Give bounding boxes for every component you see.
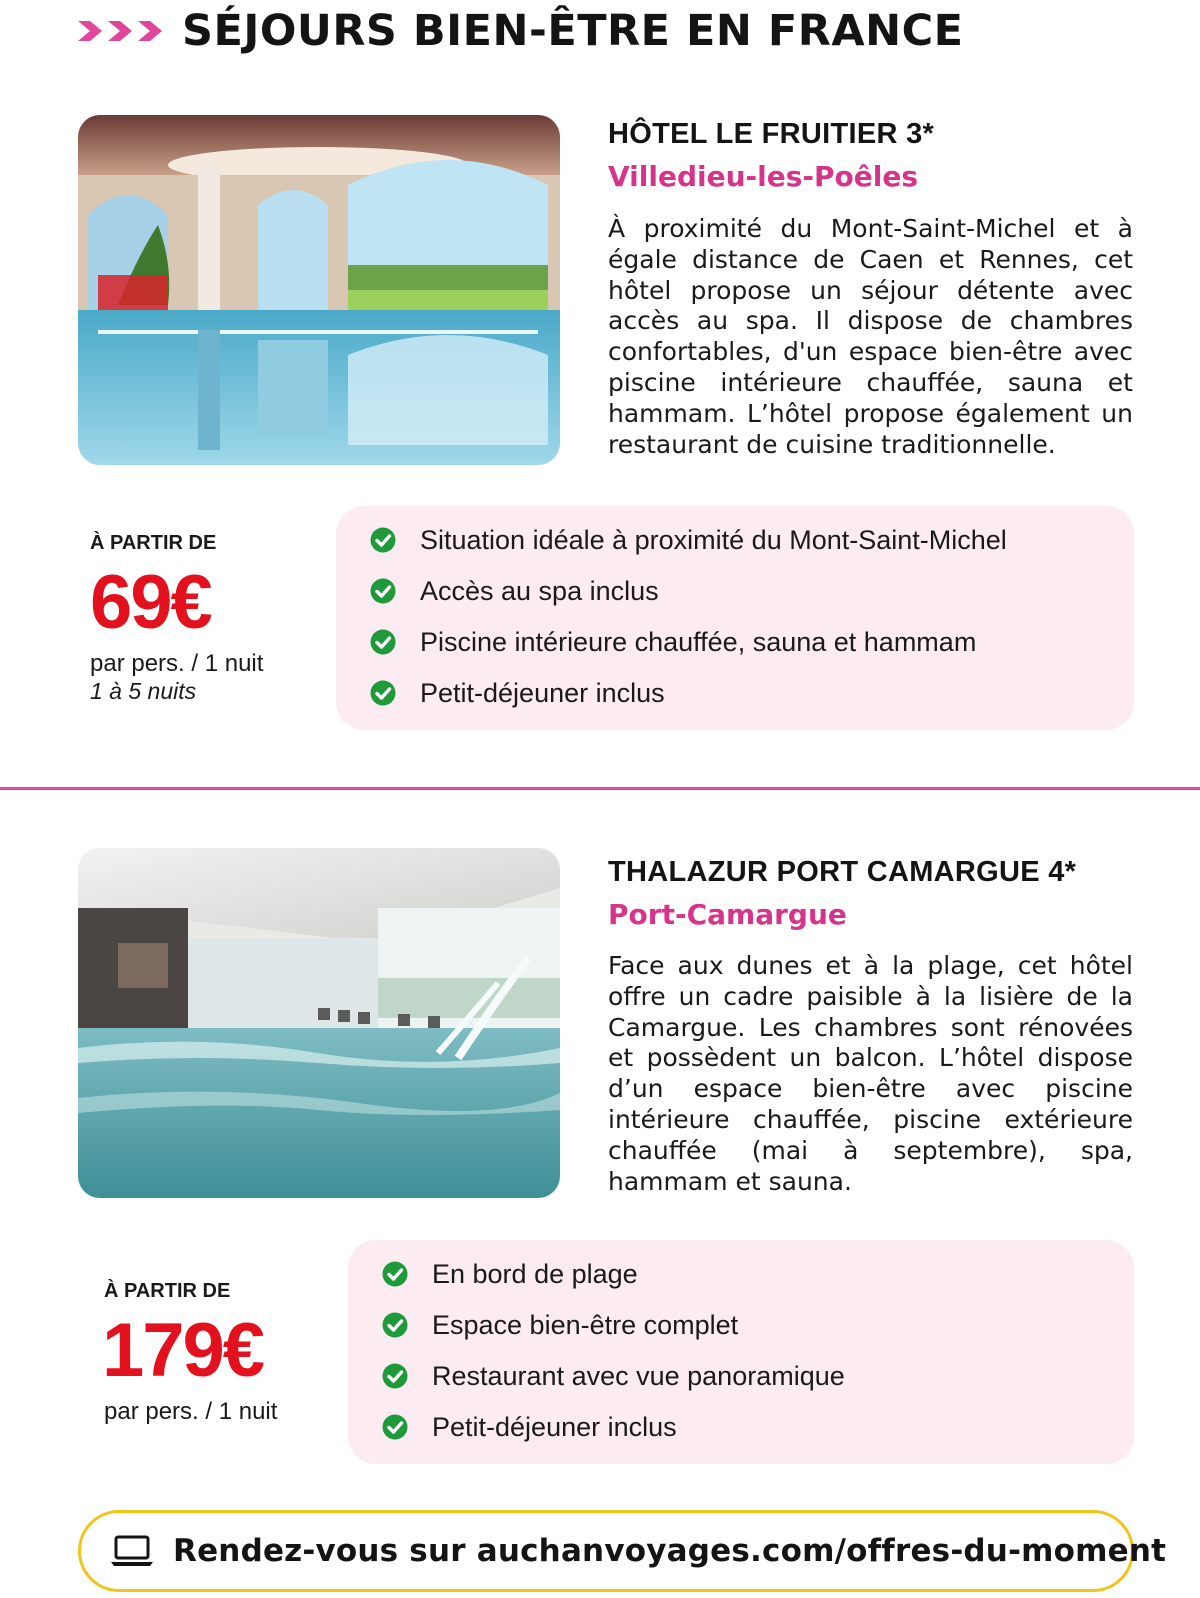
check-icon [382, 1312, 408, 1338]
hotel-description: À proximité du Mont-Saint-Michel et à égale distance de Caen et Rennes, cet hôtel propose un séjour détente avec accès au spa. Il dispose de chambres confortables, d'un espace bien-être avec piscine intérieure chauffée, sauna et hammam. L’hôtel propose également un restaurant de cuisine traditionnelle. [608, 214, 1133, 459]
price-label: À PARTIR DE [104, 1280, 231, 1302]
check-icon [370, 629, 396, 655]
feature-text: Petit-déjeuner inclus [432, 1411, 677, 1442]
feature-text: Situation idéale à proximité du Mont-Saint-Michel [420, 524, 1007, 555]
hotel-fruitier-photo [78, 115, 560, 465]
feature-item [370, 675, 665, 711]
website-cta[interactable] [78, 1510, 1167, 1592]
feature-item [382, 1358, 845, 1394]
check-icon [370, 578, 396, 604]
cta-text[interactable]: Rendez-vous sur auchanvoyages.com/offres-du-moment [173, 1533, 1167, 1569]
hotel-name: HÔTEL LE FRUITIER 3* [608, 118, 935, 150]
check-icon [382, 1414, 408, 1440]
hotel-city: Villedieu-les-Poêles [608, 160, 919, 193]
hotel-city: Port-Camargue [608, 898, 847, 931]
page-title: SÉJOURS BIEN-ÊTRE EN FRANCE [182, 6, 964, 56]
feature-item [382, 1307, 738, 1343]
feature-text: Piscine intérieure chauffée, sauna et hammam [420, 626, 977, 657]
feature-item [382, 1409, 677, 1445]
feature-item [370, 573, 659, 609]
price-value: 69€ [90, 560, 211, 645]
price-unit: par pers. / 1 nuit [104, 1398, 278, 1425]
price-unit: par pers. / 1 nuit [90, 650, 264, 677]
triple-chevron-icon [78, 19, 164, 43]
feature-item [370, 522, 1007, 558]
feature-item [382, 1256, 638, 1292]
feature-text: En bord de plage [432, 1258, 638, 1289]
feature-text: Restaurant avec vue panoramique [432, 1360, 845, 1391]
price-label: À PARTIR DE [90, 532, 217, 554]
hotel-description: Face aux dunes et à la plage, cet hôtel offre un cadre paisible à la lisière de la Camargue. Les chambres sont rénovées et possèdent un balcon. L’hôtel dispose d’un espace bien-être avec piscine intérieure chauffée, piscine extérieure chauffée (mai à septembre), spa, hammam et sauna. [608, 951, 1133, 1196]
hotel-name: THALAZUR PORT CAMARGUE 4* [608, 856, 1077, 888]
check-icon [370, 680, 396, 706]
price-value: 179€ [102, 1308, 264, 1393]
section-divider [0, 787, 1200, 790]
feature-text: Accès au spa inclus [420, 575, 659, 606]
check-icon [370, 527, 396, 553]
page-header [78, 6, 964, 56]
features-box [336, 506, 1134, 730]
feature-item [370, 624, 976, 660]
feature-text: Espace bien-être complet [432, 1309, 739, 1340]
check-icon [382, 1261, 408, 1287]
thalazur-photo [78, 848, 560, 1198]
feature-text: Petit-déjeuner inclus [420, 677, 665, 708]
features-box [348, 1240, 1134, 1464]
price-nights: 1 à 5 nuits [90, 678, 197, 704]
check-icon [382, 1363, 408, 1389]
laptop-icon [109, 1534, 155, 1568]
